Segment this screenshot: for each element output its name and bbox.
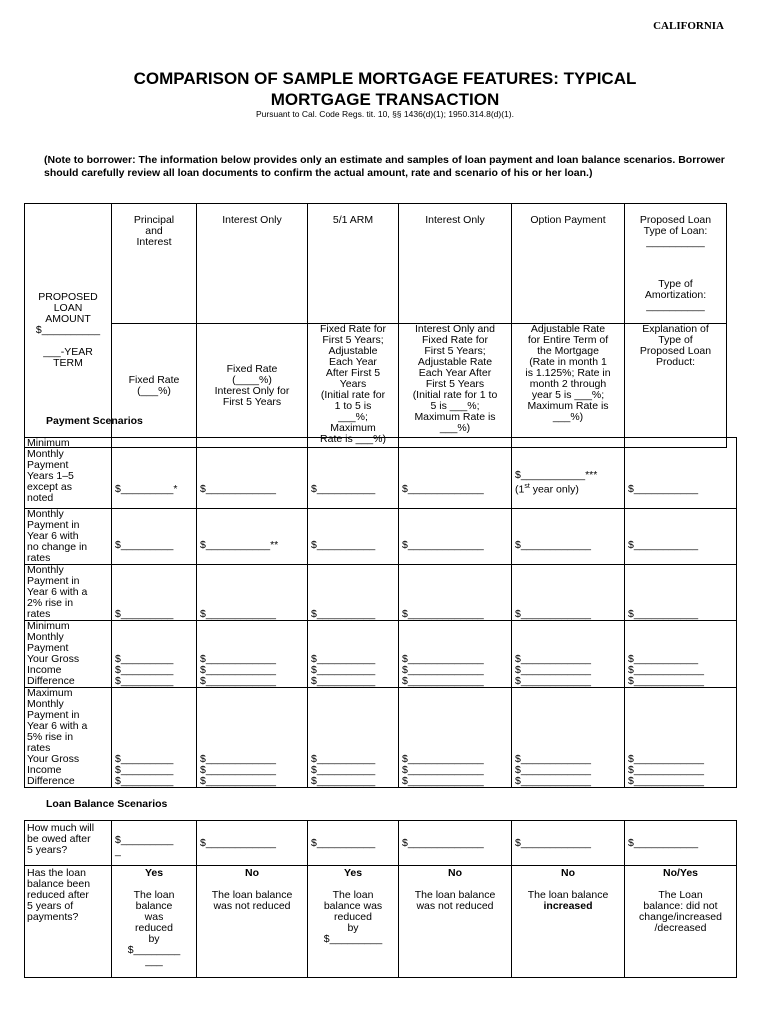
reduced-answer: No <box>448 867 462 879</box>
row-label-year6-2pct: Monthly Payment in Year 6 with a 2% rise in rates <box>25 565 112 621</box>
reduced-answer: No <box>561 867 575 879</box>
features-table <box>24 203 727 448</box>
table-row <box>25 565 737 621</box>
desc-interest-only-2: Interest Only and Fixed Rate for First 5 Years; Adjustable Rate Each Year After First 5 Years (Initial rate for 1 to 5 is ___%; Maximum Rate is ___%) <box>399 324 512 448</box>
row-label-reduced: Has the loan balance been reduced after 5 years of payments? <box>25 866 112 978</box>
desc-option-payment: Adjustable Rate for Entire Term of the Mortgage (Rate in month 1 is 1.125%; Rate in month 2 through year 5 is ___%; Maximum Rate is ___%) <box>512 324 625 448</box>
payment-cell[interactable]: $____________ $____________ $____________ <box>625 688 737 788</box>
row-label-min-income-diff: Minimum Monthly Payment Your Gross Income Difference <box>25 621 112 688</box>
payment-cell[interactable]: $____________ $____________ $____________ <box>512 688 625 788</box>
reduced-detail[interactable]: The loan balance was reduced by $________ ___ <box>127 889 181 967</box>
payment-cell[interactable]: $_________ <box>112 565 197 621</box>
payment-cell[interactable]: $___________ <box>625 565 737 621</box>
payment-cell[interactable]: $__________ <box>308 438 399 509</box>
row-label-max-5pct: Maximum Monthly Payment in Year 6 with a 5% rise in rates Your Gross Income Difference <box>25 688 112 788</box>
reduced-answer: No/Yes <box>662 867 699 879</box>
reduced-answer: Yes <box>343 867 363 879</box>
owed-cell[interactable]: $___________ <box>625 821 737 866</box>
payment-cell[interactable]: $_________ $_________ $_________ <box>112 621 197 688</box>
header-principal-interest: Principal and Interest <box>112 204 197 324</box>
payment-cell[interactable]: $_________ $_________ $_________ <box>112 688 197 788</box>
reduced-answer: Yes <box>144 867 164 879</box>
payment-cell[interactable]: $___________ <box>625 509 737 565</box>
payment-cell[interactable]: $____________ <box>512 565 625 621</box>
header-interest-only: Interest Only <box>197 204 308 324</box>
payment-cell[interactable]: $____________ <box>512 509 625 565</box>
header-5-1-arm: 5/1 ARM <box>308 204 399 324</box>
option-payment-blank[interactable]: $___________*** <box>515 468 598 481</box>
payment-cell[interactable]: $_____________ <box>399 565 512 621</box>
reduced-detail: The loan balance was not reduced <box>211 889 293 912</box>
payment-scenarios-title: Payment Scenarios <box>46 415 143 427</box>
payment-cell-option[interactable] <box>512 438 625 509</box>
payment-cell[interactable]: $___________** <box>197 509 308 565</box>
reduced-detail: The loan balance <box>527 889 609 901</box>
row-label-year6-no-change: Monthly Payment in Year 6 with no change in rates <box>25 509 112 565</box>
desc-5-1-arm: Fixed Rate for First 5 Years; Adjustable Each Year After First 5 Years (Initial rate for 1 to 5 is ___%; Maximum Rate is ___%) <box>308 324 399 448</box>
owed-cell[interactable]: $____________ <box>197 821 308 866</box>
proposed-type-of-loan[interactable]: Proposed Loan Type of Loan: __________ <box>639 214 712 248</box>
type-of-amortization[interactable]: Type of Amortization: __________ <box>644 278 707 312</box>
amount-label: AMOUNT <box>45 313 91 325</box>
payment-cell[interactable]: $__________ $__________ $__________ <box>308 621 399 688</box>
reduced-answer: No <box>245 867 259 879</box>
payment-cell[interactable]: $__________ <box>308 565 399 621</box>
loan-label: LOAN <box>53 302 83 314</box>
payment-cell[interactable]: $____________ $____________ $____________ <box>197 688 308 788</box>
loan-amount-cell <box>25 204 112 448</box>
desc-principal-interest: Fixed Rate (___%) <box>112 324 197 448</box>
reduced-detail[interactable]: The loan balance was reduced by $_________ <box>323 889 383 945</box>
payment-cell[interactable]: $_____________ $_____________ $_____________ <box>399 621 512 688</box>
payment-cell[interactable]: $____________ <box>197 565 308 621</box>
balance-table <box>24 820 737 978</box>
term-blank[interactable]: ___-YEAR <box>43 346 93 358</box>
state-label: CALIFORNIA <box>653 20 724 32</box>
explanation-cell[interactable]: Explanation of Type of Proposed Loan Product: <box>625 324 727 448</box>
payment-cell[interactable]: $_____________ $_____________ $_____________ <box>399 688 512 788</box>
owed-cell[interactable]: $__________ <box>308 821 399 866</box>
reduced-cell <box>625 866 737 978</box>
payment-cell[interactable]: $__________ <box>308 509 399 565</box>
payment-cell[interactable]: $___________ <box>625 438 737 509</box>
table-row <box>25 438 737 509</box>
header-interest-only-2: Interest Only <box>399 204 512 324</box>
reduced-cell <box>399 866 512 978</box>
amount-blank[interactable]: $__________ <box>35 324 101 336</box>
borrower-note: (Note to borrower: The information below provides only an estimate and samples of loan payment and loan balance scenarios. Borrower should carefully review all loan documents to confirm the actual amount, rate and scenario of his or her loan.) <box>44 154 725 179</box>
title-line-2: MORTGAGE TRANSACTION <box>270 90 500 109</box>
option-first-year-note: (1st year only) <box>515 482 579 495</box>
payment-table <box>24 437 737 788</box>
header-option-payment: Option Payment <box>512 204 625 324</box>
owed-cell[interactable]: $_________ _ <box>112 821 197 866</box>
reduced-cell <box>308 866 399 978</box>
payment-cell[interactable]: $_____________ <box>399 438 512 509</box>
reduced-detail: The Loan balance: did not change/increased /decreased <box>639 889 722 934</box>
table-row <box>25 821 737 866</box>
owed-cell[interactable]: $____________ <box>512 821 625 866</box>
payment-cell[interactable]: $_________ <box>112 509 197 565</box>
table-row <box>25 688 737 788</box>
table-row <box>25 509 737 565</box>
payment-cell[interactable]: $___________ $____________ $____________ <box>625 621 737 688</box>
row-label-owed: How much will be owed after 5 years? <box>25 821 112 866</box>
payment-cell[interactable]: $____________ $____________ $____________ <box>512 621 625 688</box>
term-label: TERM <box>53 357 83 369</box>
proposed-label: PROPOSED <box>38 291 98 303</box>
payment-cell[interactable]: $____________ <box>197 438 308 509</box>
reduced-cell <box>197 866 308 978</box>
payment-cell[interactable]: $__________ $__________ $__________ <box>308 688 399 788</box>
owed-cell[interactable]: $_____________ <box>399 821 512 866</box>
reduced-detail-increased: increased <box>543 900 593 912</box>
table-row <box>25 866 737 978</box>
page-title <box>0 68 770 110</box>
table-row <box>25 621 737 688</box>
title-line-1: COMPARISON OF SAMPLE MORTGAGE FEATURES: TYPICAL <box>133 69 637 88</box>
reduced-detail: The loan balance was not reduced <box>414 889 496 912</box>
payment-cell[interactable]: $____________ $____________ $____________ <box>197 621 308 688</box>
proposed-loan-type-cell <box>625 204 727 324</box>
loan-balance-scenarios-title: Loan Balance Scenarios <box>46 798 168 810</box>
payment-cell[interactable]: $_____________ <box>399 509 512 565</box>
reduced-cell <box>512 866 625 978</box>
desc-interest-only: Fixed Rate (____%) Interest Only for First 5 Years <box>197 324 308 448</box>
row-label-min-payment: Minimum Monthly Payment Years 1–5 except as noted <box>25 438 112 509</box>
reduced-cell <box>112 866 197 978</box>
citation: Pursuant to Cal. Code Regs. tit. 10, §§ 1436(d)(1); 1950.314.8(d)(1). <box>256 109 514 119</box>
payment-cell[interactable]: $_________* <box>112 438 197 509</box>
